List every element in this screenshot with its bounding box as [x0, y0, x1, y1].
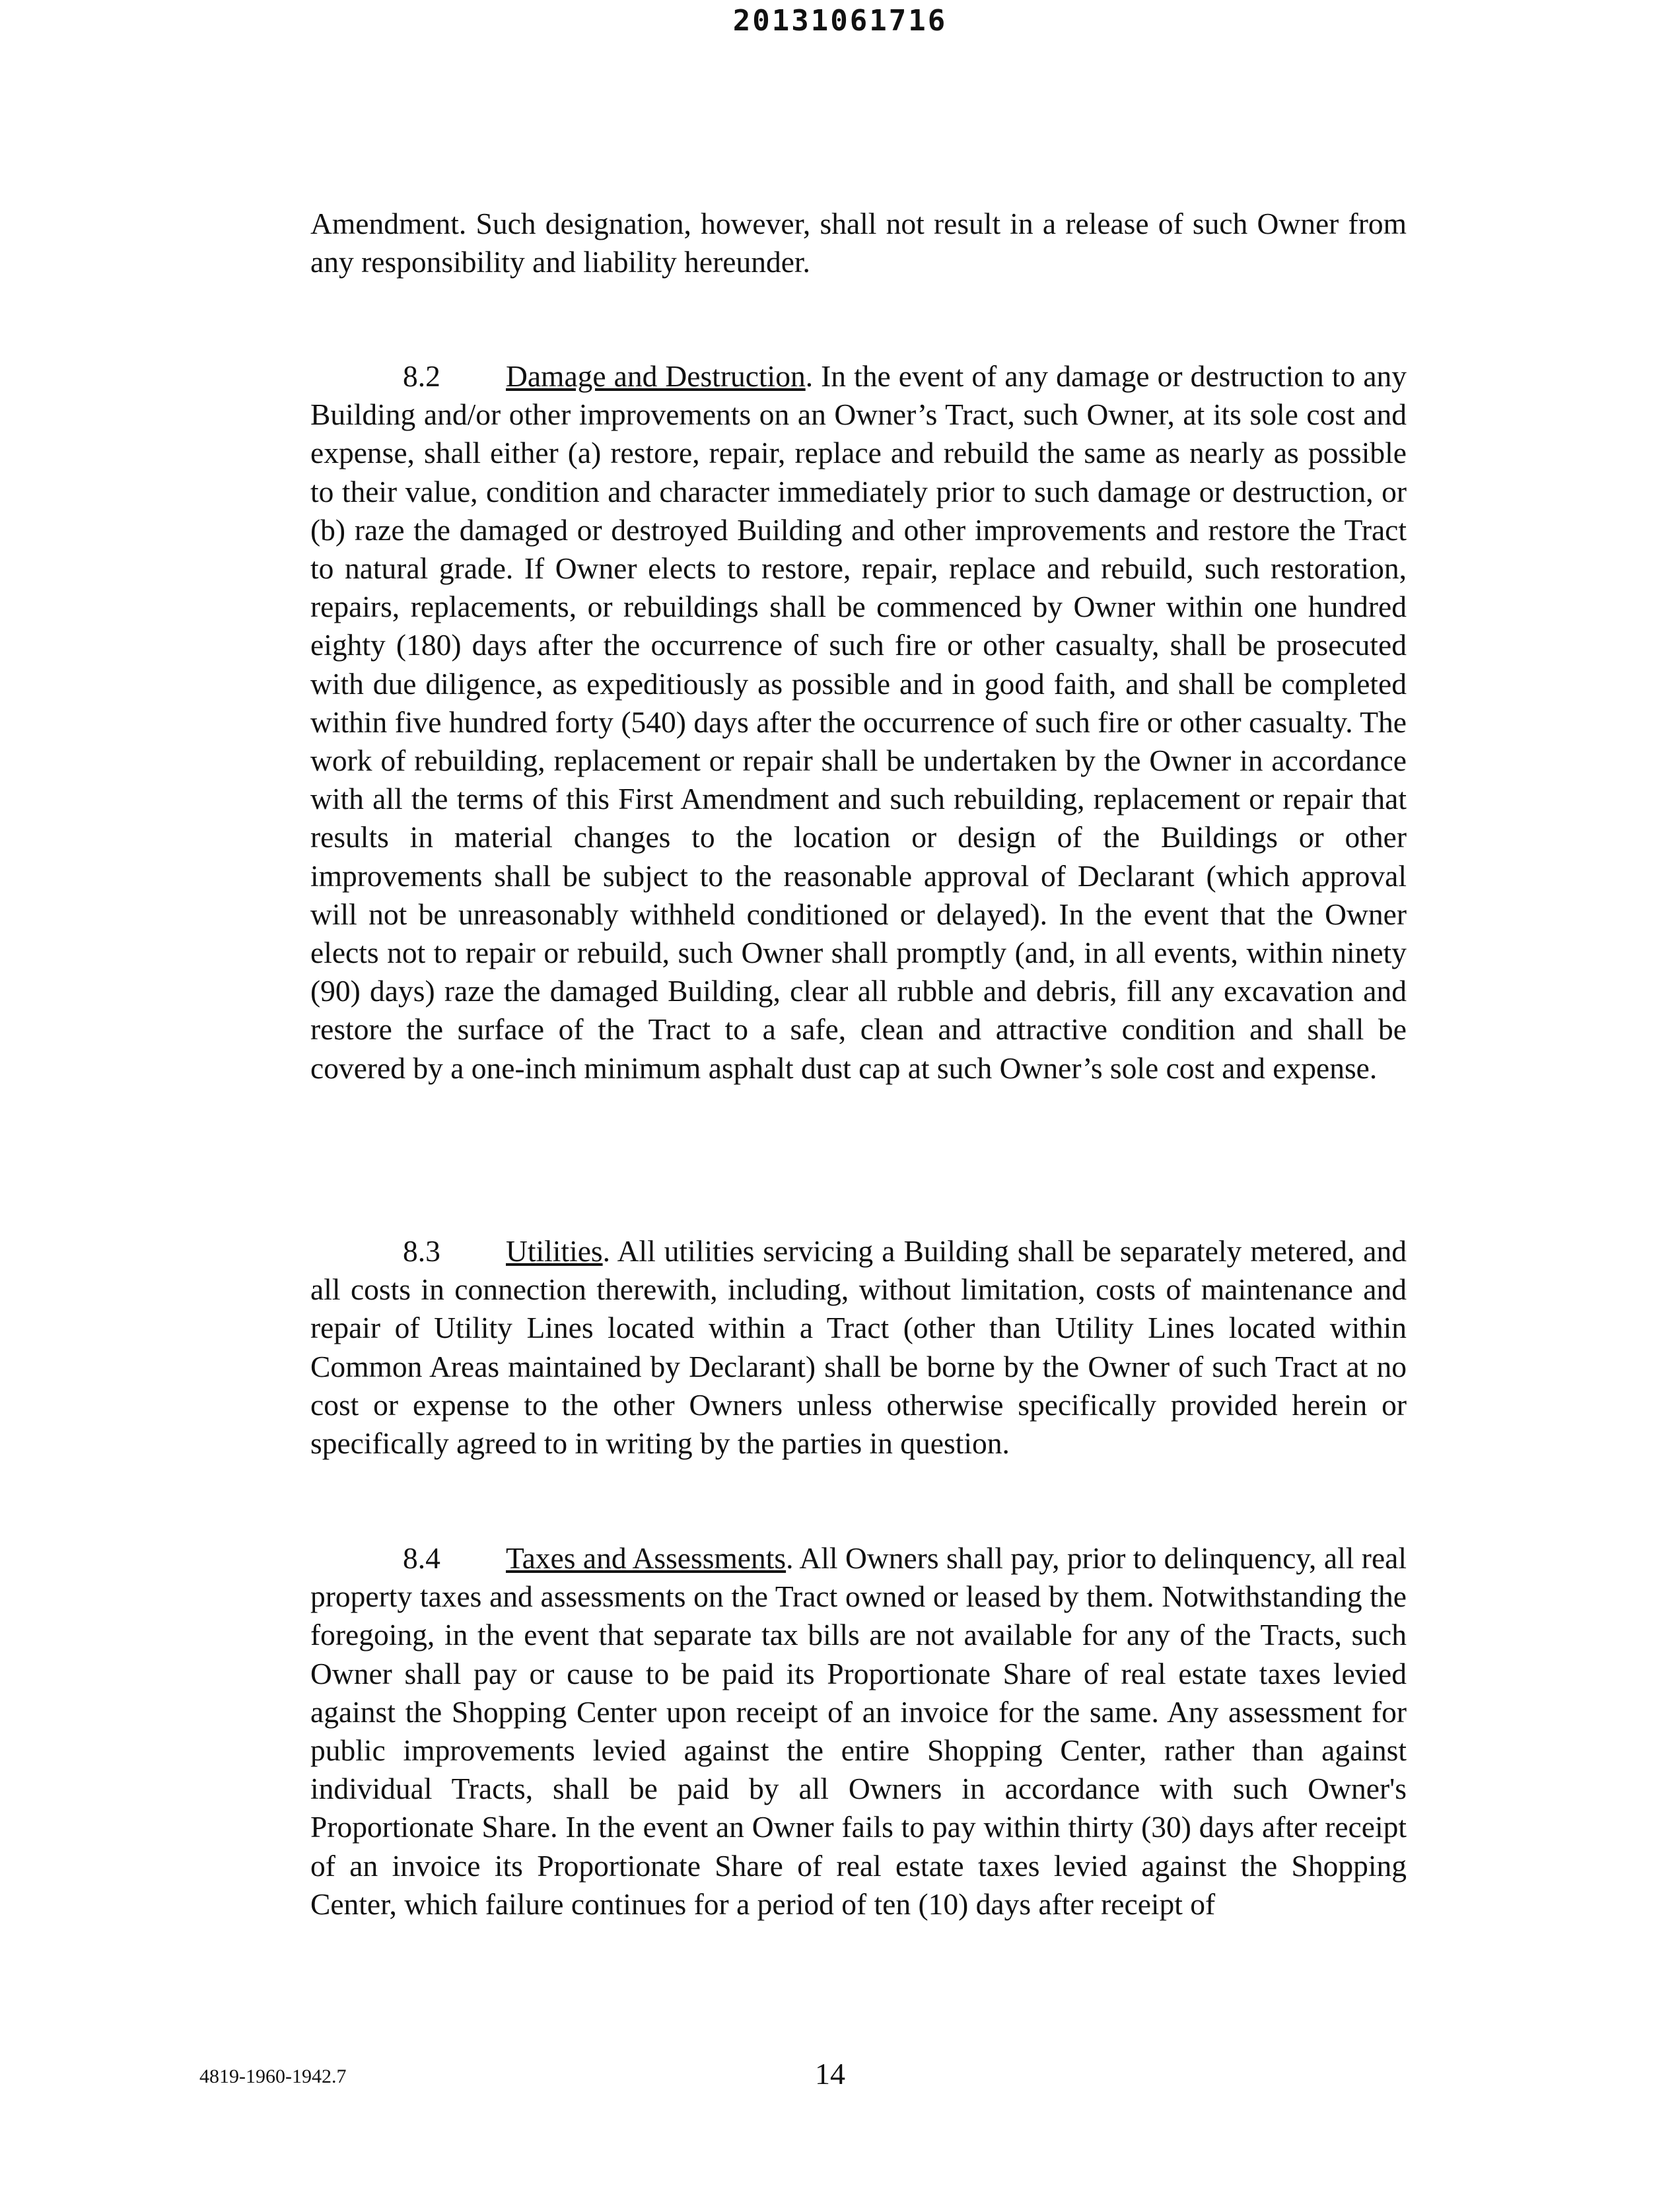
section-8-4-block [310, 1539, 1407, 1924]
section-8-3-number: 8.3 [403, 1234, 440, 1268]
section-8-3-text: All utilities servicing a Building shall be separately metered, and all costs in connection therewith, including, without limitation, costs of maintenance and repair of Utility Lines located within a Tract (other than Utility Lines located within Common Areas maintained by Declarant) shall be borne by the Owner of such Tract at no cost or expense to the other Owners unless otherwise specifically provided herein or specifically agreed to in writing by the parties in question. [310, 1234, 1407, 1461]
recording-number: 20131061716 [732, 4, 948, 38]
section-8-3-block [310, 1232, 1407, 1463]
document-id: 4819-1960-1942.7 [199, 2066, 347, 2087]
section-8-2-paragraph: 8.2 Damage and Destruction. In the event of any damage or destruction to any Building and/or other improvements on an Owner’s Tract, such Owner, at its sole cost and expense, shall either (a) restore, repair, replace and rebuild the same as nearly as possible to their value, condition and character immediately prior to such damage or destruction, or (b) raze the damaged or destroyed Building and other improvements and restore the Tract to natural grade. If Owner elects to restore, repair, replace and rebuild, such restoration, repairs, replacements, or rebuildings shall be commenced by Owner within one hundred eighty (180) days after the occurrence of such fire or other casualty, shall be prosecuted with due diligence, as expeditiously as possible and in good faith, and shall be completed within five hundred forty (540) days after the occurrence of such fire or other casualty. The work of rebuilding, replacement or repair shall be undertaken by the Owner in accordance with all the terms of this First Amendment and such rebuilding, replacement or repair that results in material changes to the location or design of the Buildings or other improvements shall be subject to the reasonable approval of Declarant (which approval will not be unreasonably withheld conditioned or delayed). In the event that the Owner elects not to repair or rebuild, such Owner shall promptly (and, in all events, within ninety (90) days) raze the damaged Building, clear all rubble and debris, fill any excavation and restore the surface of the Tract to a safe, clean and attractive condition and shall be covered by a one-inch minimum asphalt dust cap at such Owner’s sole cost and expense. [310, 357, 1407, 1088]
section-8-2-number: 8.2 [403, 359, 440, 393]
intro-paragraph: Amendment. Such designation, however, shall not result in a release of such Owner from any responsibility and liability hereunder. [310, 207, 1407, 279]
section-8-3-title: Utilities [506, 1234, 603, 1268]
section-8-2-text: In the event of any damage or destruction to any Building and/or other improvements on an Owner’s Tract, such Owner, at its sole cost and expense, shall either (a) restore, repair, replace and rebuild the same as nearly as possible to their value, condition and character immediately prior to such damage or destruction, or (b) raze the damaged or destroyed Building and other improvements and restore the Tract to natural grade. If Owner elects to restore, repair, replace and rebuild, such restoration, repairs, replacements, or rebuildings shall be commenced by Owner within one hundred eighty (180) days after the occurrence of such fire or other casualty, shall be prosecuted with due diligence, as expeditiously as possible and in good faith, and shall be completed within five hundred forty (540) days after the occurrence of such fire or other casualty. The work of rebuilding, replacement or repair shall be undertaken by the Owner in accordance with all the terms of this First Amendment and such rebuilding, replacement or repair that results in material changes to the location or design of the Buildings or other improvements shall be subject to the reasonable approval of Declarant (which approval will not be unreasonably withheld conditioned or delayed). In the event that the Owner elects not to repair or rebuild, such Owner shall promptly (and, in all events, within ninety (90) days) raze the damaged Building, clear all rubble and debris, fill any excavation and restore the surface of the Tract to a safe, clean and attractive condition and shall be covered by a one-inch minimum asphalt dust cap at such Owner’s sole cost and expense. [310, 359, 1407, 1085]
section-8-2-title: Damage and Destruction [506, 359, 806, 393]
section-8-4-paragraph: 8.4 Taxes and Assessments. All Owners shall pay, prior to delinquency, all real property taxes and assessments on the Tract owned or leased by them. Notwithstanding the foregoing, in the event that separate tax bills are not available for any of the Tracts, such Owner shall pay or cause to be paid its Proportionate Share of real estate taxes levied against the Shopping Center upon receipt of an invoice for the same. Any assessment for public improvements levied against the entire Shopping Center, rather than against individual Tracts, shall be paid by all Owners in accordance with such Owner's Proportionate Share. In the event an Owner fails to pay within thirty (30) days after receipt of an invoice its Proportionate Share of real estate taxes levied against the Shopping Center, which failure continues for a period of ten (10) days after receipt of [310, 1539, 1407, 1924]
section-8-4-text: All Owners shall pay, prior to delinquency, all real property taxes and assessments on the Tract owned or leased by them. Notwithstanding the foregoing, in the event that separate tax bills are not available for any of the Tracts, such Owner shall pay or cause to be paid its Proportionate Share of real estate taxes levied against the Shopping Center upon receipt of an invoice for the same. Any assessment for public improvements levied against the entire Shopping Center, rather than against individual Tracts, shall be paid by all Owners in accordance with such Owner's Proportionate Share. In the event an Owner fails to pay within thirty (30) days after receipt of an invoice its Proportionate Share of real estate taxes levied against the Shopping Center, which failure continues for a period of ten (10) days after receipt of [310, 1541, 1407, 1921]
page-number: 14 [815, 2057, 845, 2091]
section-8-3-paragraph: 8.3 Utilities. All utilities servicing a Building shall be separately metered, and all costs in connection therewith, including, without limitation, costs of maintenance and repair of Utility Lines located within a Tract (other than Utility Lines located within Common Areas maintained by Declarant) shall be borne by the Owner of such Tract at no cost or expense to the other Owners unless otherwise specifically provided herein or specifically agreed to in writing by the parties in question. [310, 1232, 1407, 1463]
intro-paragraph-block [310, 205, 1407, 281]
section-8-4-title: Taxes and Assessments [506, 1541, 787, 1575]
section-8-2-block [310, 357, 1407, 1088]
section-8-4-number: 8.4 [403, 1541, 440, 1575]
